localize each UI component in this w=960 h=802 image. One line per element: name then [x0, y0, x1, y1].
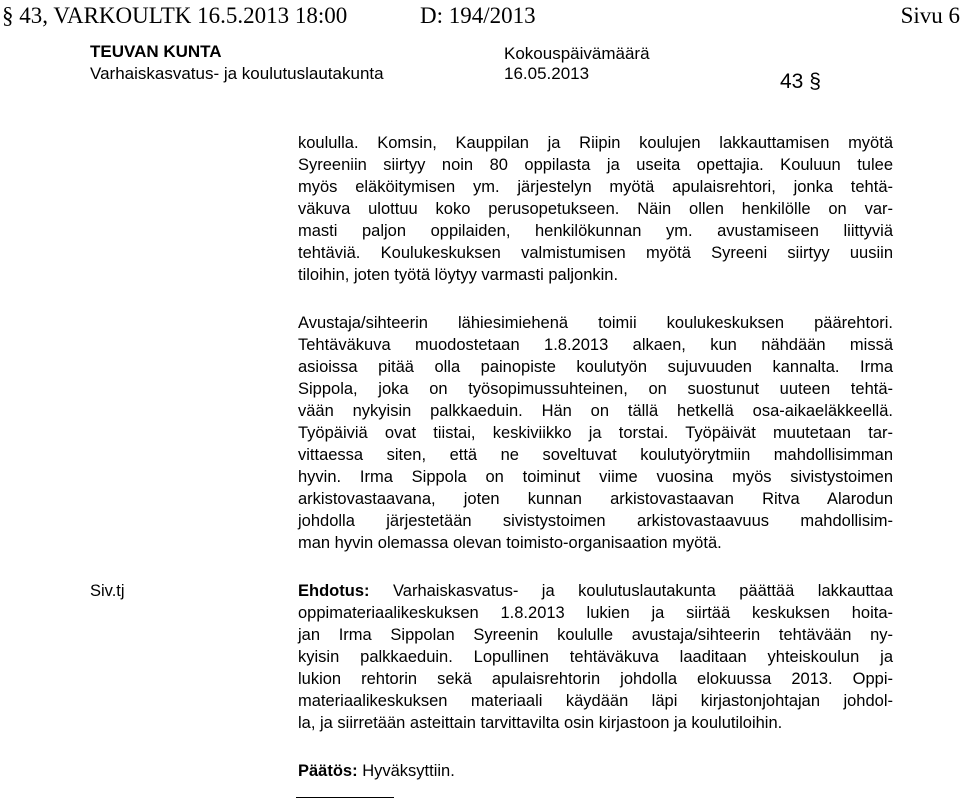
text-line: Sippola, joka on työsopimussuhteinen, on suostunut uuteen tehtä- [298, 380, 893, 398]
proposal-text: Varhaiskasvatus- ja koulutuslautakunta päättää lakkauttaa [369, 582, 893, 600]
text-line: hyvin. Irma Sippola on toiminut viime vuosina myös sivistystoimen [298, 468, 893, 486]
text-line: myös eläköitymisen ym. järjestelyn myötä apulaisrehtori, jonka tehtä- [298, 178, 893, 196]
text-line: lukion rehtorin sekä apulaisrehtorin johdolla elokuussa 2013. Oppi- [298, 670, 893, 688]
decision-line [298, 760, 893, 782]
proposal-paragraph [298, 580, 893, 734]
decision-text: Hyväksyttiin. [357, 762, 455, 780]
paragraph-supervisor [298, 312, 893, 554]
text-line: jan Irma Sippolan Syreenin koululle avustaja/sihteerin tehtävään ny- [298, 626, 893, 644]
text-line: johdolla järjestetään sivistystoimen arkistovastaavuus mahdollisim- [298, 512, 893, 530]
text-line: arkistovastaavana, joten kunnan arkistovastaavan Ritva Alarodun [298, 490, 893, 508]
signature-rule [296, 797, 394, 798]
presenter-label: Siv.tj [90, 582, 125, 600]
text-line: tiloihin, joten työtä löytyy varmasti paljonkin. [298, 266, 619, 284]
text-line: asioissa pitää olla painopiste koulutyön sujuvuuden kannalta. Irma [298, 358, 893, 376]
text-line: oppimateriaalikeskuksen 1.8.2013 lukien ja siirtää keskuksen hoita- [298, 604, 893, 622]
text-line: Tehtäväkuva muodostetaan 1.8.2013 alkaen, kun nähdään missä [298, 336, 893, 354]
proposal-label: Ehdotus: [298, 582, 370, 600]
text-line: Työpäiviä ovat tiistai, keskiviikko ja torstai. Työpäivät muutetaan tar- [298, 424, 893, 442]
text-line: kyisin palkkaeduin. Lopullinen tehtäväkuva laaditaan yhteiskoulun ja [298, 648, 893, 666]
proposal-first-line [298, 580, 893, 602]
committee-name: Varhaiskasvatus- ja koulutuslautakunta [90, 64, 384, 83]
meeting-date: 16.05.2013 [504, 64, 590, 83]
text-line: Avustaja/sihteerin lähiesimiehenä toimii koulukeskuksen päärehtori. [298, 314, 893, 332]
text-line: koululla. Komsin, Kauppilan ja Riipin koulujen lakkauttamisen myötä [298, 134, 893, 152]
decision-paragraph [298, 760, 893, 782]
paragraph-background [298, 132, 893, 286]
text-line: väkuva ulottuu koko perusopetukseen. Näin ollen henkilölle on var- [298, 200, 893, 218]
topline-diary-number: D: 194/2013 [420, 3, 536, 28]
text-line: Syreeniin siirtyy noin 80 oppilasta ja useita opettajia. Kouluun tulee [298, 156, 893, 174]
text-line: masti paljon oppilaiden, henkilökunnan ym. avustamiseen liittyviä [298, 222, 893, 240]
meeting-date-label: Kokouspäivämäärä [504, 44, 650, 63]
topline-page-number: Sivu 6 [900, 3, 960, 28]
text-line: vään nykyisin palkkaeduin. Hän on tällä hetkellä osa-aikaeläkkeellä. [298, 402, 893, 420]
topline-section-reference: § 43, VARKOULTK 16.5.2013 18:00 [2, 3, 348, 28]
text-line: tehtäviä. Koulukeskuksen valmistumisen myötä Syreeni siirtyy uusiin [298, 244, 893, 262]
decision-label: Päätös: [298, 762, 358, 780]
text-line: vittaessa siten, että ne soveltuvat koulutyörytmiin mahdollisimman [298, 446, 893, 464]
section-number: 43 § [780, 70, 821, 93]
text-line: materiaalikeskuksen materiaali käydään läpi kirjastonjohtajan johdol- [298, 692, 893, 710]
text-line: man hyvin olemassa olevan toimisto-organisaation myötä. [298, 534, 722, 552]
text-line: la, ja siirretään asteittain tarvittavilta osin kirjastoon ja koulutiloihin. [298, 714, 783, 732]
organization-name: TEUVAN KUNTA [90, 42, 222, 61]
